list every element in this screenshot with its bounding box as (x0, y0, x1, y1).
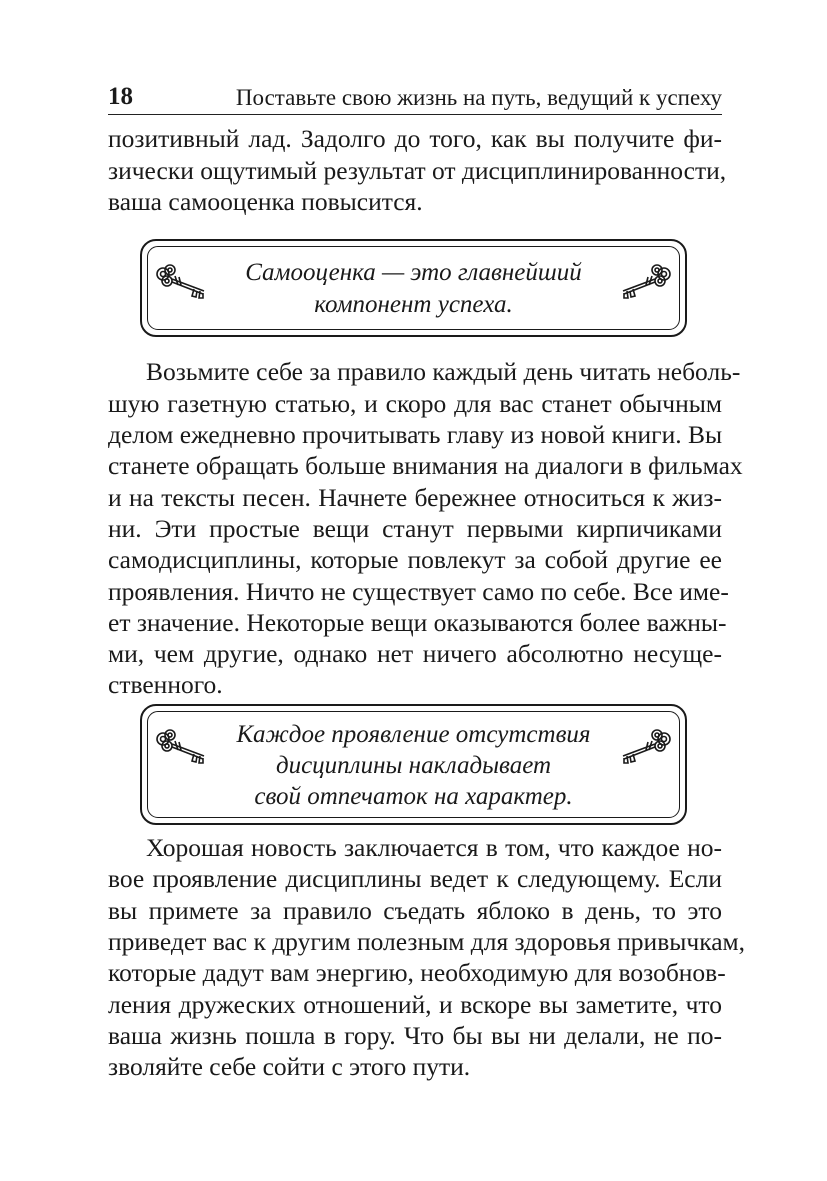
antique-key-icon (613, 263, 673, 303)
running-title: Поставьте свою жизнь на путь, ведущий к успеху (235, 85, 722, 110)
page-number: 18 (108, 83, 133, 110)
paragraph-3-line: зволяйте себе сойти с этого пути. (108, 1052, 471, 1081)
paragraph-2-line: ми, чем другие, однако нет ничего абсолютно несуще- (108, 639, 722, 668)
paragraph-1-line: ваша самооценка повысится. (108, 187, 423, 216)
paragraph-3-line: ления дружеских отношений, и вскоре вы заметите, что (108, 990, 722, 1019)
antique-key-icon (613, 728, 673, 768)
callout-2-line: Каждое проявление отсутствия (236, 721, 591, 748)
paragraph-3-line: вы примете за правило съедать яблоко в день, то это (108, 896, 722, 925)
paragraph-2-line: самодисциплины, которые повлекут за собой другие ее (108, 545, 722, 574)
paragraph-2-line: ственного. (108, 670, 223, 699)
paragraph-3-line: Хорошая новость заключается в том, что каждое но- (146, 833, 722, 862)
callout-1-line: Самооценка — это главнейший (245, 259, 582, 286)
paragraph-2-line: проявления. Ничто не существует само по себе. Все име- (108, 577, 729, 606)
paragraph-2-line: ни. Эти простые вещи станут первыми кирпичиками (108, 514, 722, 543)
page-header (108, 84, 722, 115)
paragraph-2-line: станете обращать больше внимания на диалоги в фильмах (108, 451, 743, 480)
callout-1-line: компонент успеха. (314, 291, 513, 318)
paragraph-1-line: позитивный лад. Задолго до того, как вы получите фи- (108, 124, 722, 153)
callout-2-line: свой отпечаток на характер. (254, 783, 573, 810)
callout-box-2 (140, 704, 687, 825)
paragraph-3-line: ваша жизнь пошла в гору. Что бы вы ни делали, не по- (108, 1021, 722, 1050)
paragraph-2-line: делом ежедневно прочитывать главу из новой книги. Вы (108, 420, 723, 449)
paragraph-2-line: Возьмите себе за правило каждый день читать неболь- (146, 357, 741, 386)
antique-key-icon (154, 263, 214, 303)
callout-2-line: дисциплины накладывает (275, 752, 552, 779)
paragraph-3-line: вое проявление дисциплины ведет к следующему. Если (108, 864, 722, 893)
callout-box-1 (140, 239, 687, 337)
antique-key-icon (154, 728, 214, 768)
paragraph-2-line: шую газетную статью, и скоро для вас станет обычным (108, 389, 722, 418)
paragraph-1-line: зически ощутимый результат от дисциплинированности, (108, 156, 727, 185)
paragraph-3-line: приведет вас к другим полезным для здоровья привычкам, (108, 927, 746, 956)
paragraph-3-line: которые дадут вам энергию, необходимую для возобнов- (108, 958, 726, 987)
paragraph-2-line: и на тексты песен. Начнете бережнее относиться к жиз- (108, 483, 722, 512)
paragraph-2-line: ет значение. Некоторые вещи оказываются более важны- (108, 608, 727, 637)
